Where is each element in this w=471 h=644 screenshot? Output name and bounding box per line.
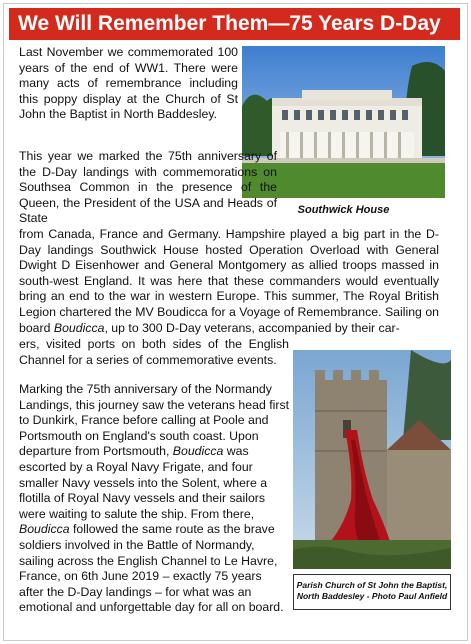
paragraph-voyage [19, 382, 289, 616]
paragraph-dday-part2-end: , up to 300 D-Day veterans, accompanied by their car- [104, 320, 400, 335]
church-poppy-photo [293, 350, 451, 569]
paragraph-voyage-text-3: followed the same route as the brave soldiers involved in the Battle of Normandy, sailing across the English Channel to Le Havre, France, on 6th June 2019 – exactly 75 years after the D-Day landings – for what was an emotional and unforgettable day for all on board. [19, 522, 284, 615]
paragraph-dday-part3: ers, visited ports on both sides of the English Channel for a series of commemorative events. [19, 337, 289, 367]
paragraph-voyage-text-2: was escorted by a Royal Navy Frigate, and four smaller Navy vessels into the Solent, where a flotilla of Royal Navy vessels and their sailors were waiting to salute the ship. From there, [19, 444, 268, 521]
paragraph-dday-part2-text: from Canada, France and Germany. Hampshire played a big part in the D-Day landings Southwick House hosted Operation Overload with General Dwight D Eisenhower and General Montgomery as allied troops massed in south-west England. It was here that these commanders would eventually bring an end to the war in western Europe. This summer, The Royal British Legion chartered the MV Boudicca for a Voyage of Remembrance. Sailing on board [19, 227, 439, 335]
paragraph-dday-part1: This year we marked the 75th anniversary of the D-Day landings with commemorations on Southsea Common in the presence of the Queen, the President of the USA and Heads of State [19, 149, 277, 226]
ship-name: Boudicca [172, 444, 224, 459]
church-caption-line-2: North Baddesley - Photo Paul Anfield [296, 591, 448, 601]
church-caption-line-1: Parish Church of St John the Baptist, [296, 580, 448, 590]
church-photo-caption [293, 574, 451, 610]
article-title: We Will Remember Them—75 Years D-Day [9, 8, 460, 40]
paragraph-intro: Last November we commemorated 100 years of the end of WW1. There were many acts of remembrance including this poppy display at the Church of St John the Baptist in North Baddesley. [19, 45, 238, 122]
southwick-house-caption: Southwick House [297, 204, 390, 216]
paragraph-voyage-text-1: Marking the 75th anniversary of the Normandy Landings, this journey saw the veterans head first to Dunkirk, France before calling at Poole and Portsmouth on England's south coast. Upon departure from Portsmouth, [19, 382, 290, 459]
ship-name: Boudicca [19, 522, 70, 537]
ship-name: Boudicca [53, 320, 105, 335]
paragraph-dday-part2 [19, 227, 439, 336]
